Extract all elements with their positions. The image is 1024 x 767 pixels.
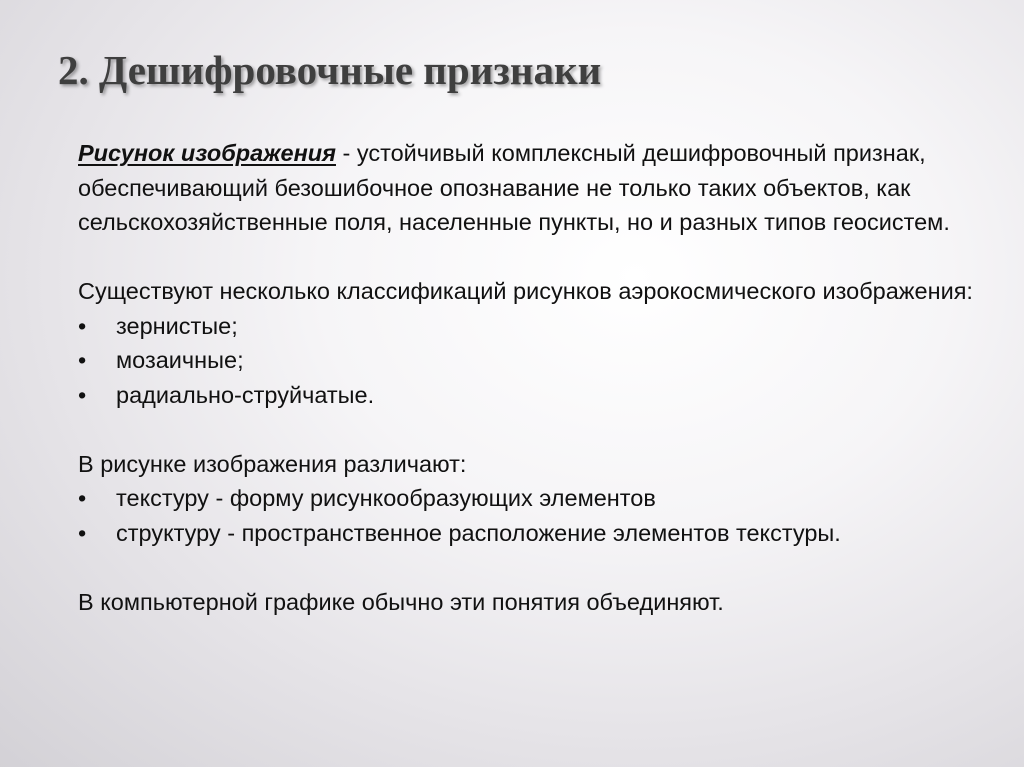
bullet-icon: •	[78, 347, 87, 373]
list-item-text: текстуру - форму рисункообразующих элементов	[116, 485, 656, 511]
slide-content	[78, 136, 998, 619]
slide-title: 2. Дешифровочные признаки	[58, 47, 602, 93]
distinguish-list	[78, 481, 998, 550]
list-item-text: структуру - пространственное расположение элементов текстуры.	[116, 519, 841, 546]
classification-list	[78, 309, 998, 413]
list-item-text: зернистые;	[116, 312, 238, 339]
paragraph-distinguish-intro: В рисунке изображения различают:	[78, 450, 467, 477]
definition-text: - устойчивый комплексный дешифровочный признак, обеспечивающий безошибочное опознавание не только таких объектов, как сельскохозяйственные поля, населенные пункты, но и разных типов геосистем.	[78, 140, 950, 235]
bullet-icon: •	[78, 485, 87, 511]
list-item	[78, 516, 998, 551]
spacer	[78, 550, 998, 585]
term-image-pattern: Рисунок изображения	[78, 140, 336, 166]
list-item	[78, 378, 998, 413]
bullet-icon: •	[78, 381, 87, 408]
paragraph-computer-graphics: В компьютерной графике обычно эти понятия объединяют.	[78, 588, 724, 615]
paragraph-definition	[78, 136, 998, 240]
bullet-icon: •	[78, 312, 87, 339]
list-item-text: мозаичные;	[116, 347, 244, 373]
spacer	[78, 240, 998, 275]
list-item	[78, 309, 998, 344]
paragraph-classifications-intro: Существуют несколько классификаций рисунков аэрокосмического изображения:	[78, 278, 973, 304]
list-item	[78, 481, 998, 516]
list-item-text: радиально-струйчатые.	[116, 381, 375, 408]
list-item	[78, 343, 998, 378]
spacer	[78, 412, 998, 447]
bullet-icon: •	[78, 519, 87, 546]
